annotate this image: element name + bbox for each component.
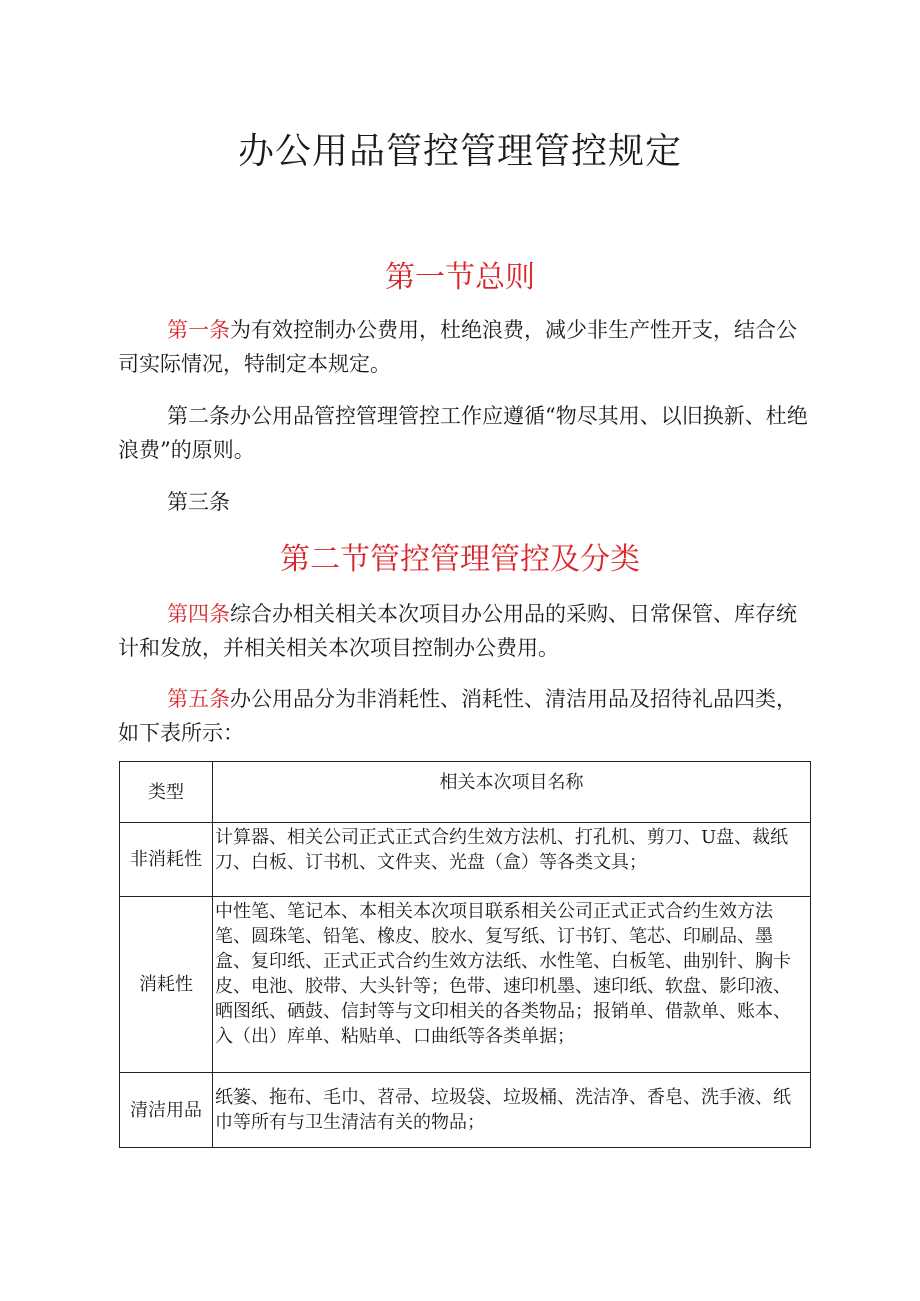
article-2 (118, 399, 810, 467)
article-4-text: 综合办相关相关本次项目办公用品的采购、日常保管、库存统计和发放，并相关相关本次项目控制办公费用。 (118, 602, 797, 660)
office-supplies-table (119, 761, 811, 1148)
article-4-number: 第四条 (167, 602, 230, 626)
article-1 (118, 313, 810, 381)
header-item-name: 相关本次项目名称 (213, 762, 811, 823)
table-header-row (120, 762, 811, 823)
document-title: 办公用品管控管理管控规定 (237, 131, 682, 172)
table-row (120, 897, 811, 1073)
table-row (120, 823, 811, 897)
article-3 (118, 485, 810, 519)
article-5-text: 办公用品分为非消耗性、消耗性、清洁用品及招待礼品四类，如下表所示： (118, 687, 797, 745)
row-type-cell: 非消耗性 (120, 823, 213, 897)
header-type: 类型 (120, 762, 213, 823)
row-items-cell: 中性笔、笔记本、本相关本次项目联系相关公司正式正式合约生效方法笔、圆珠笔、铅笔、橡皮、胶水、复写纸、订书钉、笔芯、印刷品、墨盒、复印纸、正式正式合约生效方法纸、水性笔、白板笔、曲别针、胸卡皮、电池、胶带、大头针等；色带、速印机墨、速印纸、软盘、影印液、晒图纸、硒鼓、信封等与文印相关的各类物品；报销单、借款单、账本、入（出）库单、粘贴单、口曲纸等各类单据； (213, 897, 811, 1073)
row-items-cell: 计算器、相关公司正式正式合约生效方法机、打孔机、剪刀、U盘、裁纸刀、白板、订书机、文件夹、光盘（盒）等各类文具； (213, 823, 811, 897)
row-items-cell: 纸篓、拖布、毛巾、苕帚、垃圾袋、垃圾桶、洗洁净、香皂、洗手液、纸巾等所有与卫生清洁有关的物品； (213, 1073, 811, 1148)
article-2-number: 第二条 (167, 404, 230, 428)
row-type-cell: 清洁用品 (120, 1073, 213, 1148)
article-5 (118, 682, 810, 750)
row-type-cell: 消耗性 (120, 897, 213, 1073)
section-heading-2: 第二节管控管理管控及分类 (280, 542, 640, 577)
article-1-text: 为有效控制办公费用，杜绝浪费，减少非生产性开支，结合公司实际情况，特制定本规定。 (118, 318, 797, 376)
article-4 (118, 597, 810, 665)
article-2-text: 办公用品管控管理管控工作应遵循“物尽其用、以旧换新、杜绝浪费”的原则。 (118, 404, 808, 462)
section-heading-1: 第一节总则 (385, 260, 535, 295)
article-5-number: 第五条 (167, 687, 230, 711)
article-1-number: 第一条 (167, 318, 230, 342)
table-row (120, 1073, 811, 1148)
article-3-number: 第三条 (167, 490, 230, 514)
